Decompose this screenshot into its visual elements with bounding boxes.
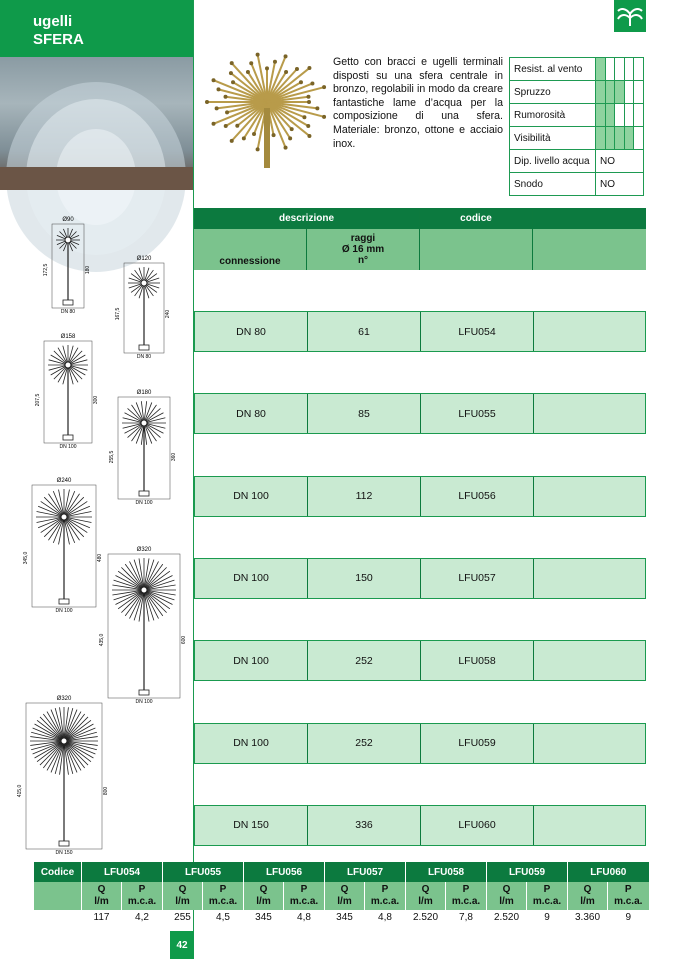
cell-connessione: DN 150	[195, 806, 308, 845]
q-unit: l/m	[175, 896, 190, 907]
cell-codice: LFU058	[421, 641, 534, 680]
drawing-height-1: 345,0	[23, 551, 29, 565]
rating-bar-segment	[634, 127, 644, 150]
cell-raggi: 112	[308, 477, 421, 516]
cell-raggi: 252	[308, 641, 421, 680]
flow-code: LFU057	[325, 862, 406, 882]
p-label: P	[624, 884, 632, 895]
flow-q-value: 345	[244, 910, 284, 924]
p-unit: m.c.a.	[451, 896, 481, 907]
drawing-hub	[61, 738, 67, 744]
flow-p-header	[608, 882, 649, 910]
drawing-height-2: 800	[103, 786, 109, 796]
rating-bar-segment	[634, 58, 644, 81]
nozzle-tip	[284, 146, 288, 150]
q-label: Q	[502, 884, 511, 895]
nozzle-tip	[265, 66, 269, 70]
cell-empty	[534, 394, 647, 433]
nozzle-tip	[212, 78, 216, 82]
p-label: P	[300, 884, 308, 895]
rating-bar-segment	[605, 127, 615, 150]
rating-bar-segment	[615, 104, 625, 127]
drawing-height-2: 240	[165, 309, 171, 319]
cell-empty	[534, 806, 647, 845]
flow-p-value: 9	[527, 910, 568, 924]
nozzle-tip	[225, 110, 229, 114]
q-unit: l/m	[499, 896, 514, 907]
cell-codice: LFU060	[421, 806, 534, 845]
flow-p-header	[527, 882, 568, 910]
header-codice: codice	[420, 208, 533, 229]
header-empty	[533, 208, 646, 229]
drawing-ray	[118, 571, 144, 590]
cell-empty	[534, 312, 647, 351]
product-description: Getto con bracci e ugelli terminali disposti su una sfera centrale in bronzo, regolabili in modo da creare fantastiche lame d’acqua per la composizione di una sfera. Materiale: bronzo, ottone e acciaio inox.	[333, 56, 503, 150]
nozzle-tip	[306, 95, 310, 99]
rating-bar-segment	[624, 58, 634, 81]
nozzle-tip	[306, 124, 310, 128]
flow-q-header	[244, 882, 284, 910]
nozzle-tip	[205, 100, 209, 104]
nozzle-tip	[224, 95, 228, 99]
drawing-connection: DN 100	[135, 699, 153, 705]
cell-codice: LFU059	[421, 724, 534, 763]
flow-q-value: 2.520	[487, 910, 527, 924]
flow-q-header	[163, 882, 203, 910]
nozzle-tip	[307, 134, 311, 138]
p-unit: m.c.a.	[614, 896, 643, 907]
rating-label: Dip. livello acqua	[510, 150, 596, 173]
flow-p-header	[203, 882, 244, 910]
flow-q-value: 3.360	[568, 910, 608, 924]
drawing-height-2: 300	[93, 395, 99, 405]
drawing-base	[139, 690, 149, 695]
drawing-ray	[125, 590, 144, 616]
nozzle-arm	[232, 102, 267, 141]
flow-code: LFU059	[487, 862, 568, 882]
rating-label: Visibilità	[510, 127, 596, 150]
drawing-connection: DN 100	[135, 500, 153, 506]
cell-raggi: 336	[308, 806, 421, 845]
nozzle-tip	[224, 124, 228, 128]
flow-p-value: 9	[608, 910, 649, 924]
header-descrizione: descrizione	[194, 208, 420, 229]
drawing-ray	[125, 564, 144, 590]
flow-table	[33, 862, 649, 924]
drawing-3	[35, 334, 99, 450]
flow-q-value: 117	[82, 910, 122, 924]
nozzle-tip	[295, 67, 299, 71]
drawing-6	[99, 547, 187, 705]
flow-code: LFU054	[82, 862, 163, 882]
cell-raggi: 252	[308, 724, 421, 763]
nozzle-tip	[290, 127, 294, 131]
drawing-1	[43, 217, 91, 315]
drawing-diameter: Ø320	[56, 696, 72, 702]
flow-p-header	[284, 882, 325, 910]
drawing-height-2: 360	[171, 452, 177, 462]
nozzle-tip	[215, 106, 219, 110]
nozzle-tip	[288, 136, 292, 140]
drawing-connection: DN 80	[60, 309, 76, 315]
flow-values-row	[34, 910, 649, 924]
rating-value: NO	[596, 173, 644, 196]
nozzle-tip	[310, 81, 314, 85]
nozzle-tip	[242, 136, 246, 140]
nozzle-stem	[264, 108, 270, 168]
drawing-base	[63, 300, 73, 305]
flow-p-header	[365, 882, 406, 910]
drawing-ray	[144, 571, 170, 590]
nozzle-arm	[267, 69, 297, 102]
p-label: P	[462, 884, 470, 895]
rating-bar-segment	[624, 127, 634, 150]
ratings-table	[509, 57, 644, 196]
rating-value: NO	[596, 150, 644, 173]
flow-p-header	[446, 882, 487, 910]
cell-codice: LFU054	[421, 312, 534, 351]
nozzle-tip	[302, 115, 306, 119]
cell-empty	[534, 559, 647, 598]
flow-code: LFU056	[244, 862, 325, 882]
product-row	[194, 476, 646, 517]
nozzle-tip	[256, 147, 260, 151]
product-row	[194, 805, 646, 846]
rating-row	[510, 150, 644, 173]
drawing-2	[115, 256, 171, 360]
cell-connessione: DN 100	[195, 477, 308, 516]
drawing-base	[139, 491, 149, 496]
col-empty	[533, 229, 646, 270]
rating-label: Spruzzo	[510, 81, 596, 104]
drawing-ray	[144, 564, 163, 590]
rating-label: Resist. al vento	[510, 58, 596, 81]
rating-row	[510, 104, 644, 127]
rating-bar-segment	[624, 81, 634, 104]
drawing-height-2: 480	[97, 553, 103, 563]
flow-code: LFU060	[568, 862, 649, 882]
technical-drawings	[17, 205, 192, 856]
title-line1: ugelli	[33, 13, 73, 30]
p-unit: m.c.a.	[289, 896, 319, 907]
cell-connessione: DN 100	[195, 641, 308, 680]
flow-q-value: 2.520	[406, 910, 446, 924]
flow-code: LFU058	[406, 862, 487, 882]
nozzle-tip	[307, 100, 311, 104]
page-number: 42	[170, 931, 194, 959]
drawing-diameter: Ø240	[56, 478, 72, 484]
p-unit: m.c.a.	[208, 896, 238, 907]
nozzle-tip	[246, 70, 250, 74]
nozzle-tip	[229, 71, 233, 75]
cell-empty	[534, 724, 647, 763]
nozzle-tip	[256, 53, 260, 57]
nozzle-tip	[249, 61, 253, 65]
flow-q-header	[82, 882, 122, 910]
col-connessione: connessione	[194, 229, 307, 270]
drawing-diameter: Ø120	[136, 256, 152, 262]
product-row	[194, 723, 646, 764]
drawing-diameter: Ø158	[60, 334, 76, 340]
rating-row	[510, 81, 644, 104]
rating-label: Rumorosità	[510, 104, 596, 127]
p-label: P	[381, 884, 389, 895]
flow-q-header	[487, 882, 527, 910]
rating-bar-segment	[634, 104, 644, 127]
table-column-header	[194, 229, 646, 270]
drawing-base	[63, 435, 73, 440]
p-unit: m.c.a.	[127, 896, 157, 907]
q-label: Q	[583, 884, 592, 895]
drawing-connection: DN 100	[59, 444, 77, 450]
drawing-7	[17, 696, 109, 856]
rating-bar-segment	[596, 81, 606, 104]
q-label: Q	[178, 884, 187, 895]
col-raggi-l3: n°	[357, 255, 369, 266]
rating-row	[510, 127, 644, 150]
cell-codice: LFU055	[421, 394, 534, 433]
flow-p-value: 4,8	[284, 910, 325, 924]
nozzle-tip	[322, 85, 326, 89]
drawing-diameter: Ø90	[62, 217, 74, 223]
drawing-connection: DN 150	[55, 850, 73, 856]
rating-bar-segment	[624, 104, 634, 127]
drawing-5	[23, 478, 103, 614]
cell-codice: LFU057	[421, 559, 534, 598]
flow-header-blank	[34, 882, 82, 910]
cell-raggi: 61	[308, 312, 421, 351]
flow-p-value: 4,2	[122, 910, 163, 924]
drawing-height-1: 435,0	[99, 633, 105, 647]
cell-connessione: DN 80	[195, 394, 308, 433]
rating-bar-segment	[615, 127, 625, 150]
p-unit: m.c.a.	[532, 896, 562, 907]
flow-q-value: 345	[325, 910, 365, 924]
flow-p-value: 4,5	[203, 910, 244, 924]
fountain-photo	[0, 57, 193, 190]
nozzle-tip	[231, 80, 235, 84]
nozzle-tip	[299, 80, 303, 84]
cell-codice: LFU056	[421, 477, 534, 516]
title-line2: SFERA	[33, 31, 84, 48]
nozzle-tip	[252, 132, 256, 136]
drawing-diameter: Ø320	[136, 547, 152, 553]
cell-empty	[534, 641, 647, 680]
rating-bar-segment	[634, 81, 644, 104]
flow-q-header	[325, 882, 365, 910]
rating-row	[510, 58, 644, 81]
cell-connessione: DN 100	[195, 724, 308, 763]
drawing-height-2: 180	[85, 265, 91, 275]
drawing-hub	[141, 587, 147, 593]
rating-bar-segment	[615, 81, 625, 104]
nozzle-tip	[307, 66, 311, 70]
col-codice	[420, 229, 533, 270]
q-label: Q	[340, 884, 349, 895]
q-unit: l/m	[256, 896, 271, 907]
q-label: Q	[421, 884, 430, 895]
product-row	[194, 640, 646, 681]
cell-empty	[534, 477, 647, 516]
drawing-hub	[141, 420, 147, 426]
cell-connessione: DN 80	[195, 312, 308, 351]
q-label: Q	[259, 884, 268, 895]
rating-label: Snodo	[510, 173, 596, 196]
table-group-header	[194, 208, 646, 229]
brand-logo	[614, 0, 646, 32]
drawing-ray	[144, 590, 163, 616]
rating-bar-segment	[596, 58, 606, 81]
p-unit: m.c.a.	[370, 896, 400, 907]
drawing-ray	[118, 590, 144, 609]
drawing-height-1: 207,5	[35, 393, 41, 407]
drawing-base	[59, 841, 69, 846]
product-row	[194, 393, 646, 434]
col-raggi	[307, 229, 420, 270]
cell-connessione: DN 100	[195, 559, 308, 598]
nozzle-tip	[212, 122, 216, 126]
drawing-base	[139, 345, 149, 350]
nozzle-tip	[216, 87, 220, 91]
product-row	[194, 311, 646, 352]
rating-bar-segment	[605, 58, 615, 81]
nozzle-tip	[322, 115, 326, 119]
product-row	[194, 558, 646, 599]
nozzle-tip	[230, 61, 234, 65]
q-unit: l/m	[337, 896, 352, 907]
flow-values-blank	[34, 910, 82, 924]
cell-raggi: 150	[308, 559, 421, 598]
rating-bar-segment	[605, 81, 615, 104]
nozzle-tip	[273, 60, 277, 64]
rating-row	[510, 173, 644, 196]
q-unit: l/m	[580, 896, 595, 907]
flow-label: Codice	[34, 862, 82, 882]
p-label: P	[219, 884, 227, 895]
flow-header-codes	[34, 862, 649, 882]
nozzle-tip	[284, 70, 288, 74]
drawing-4	[109, 390, 177, 506]
nozzle-tip	[315, 106, 319, 110]
drawing-diameter: Ø180	[136, 390, 152, 396]
drawing-ray	[144, 590, 170, 609]
drawing-hub	[65, 362, 71, 368]
col-raggi-l2: Ø 16 mm	[341, 244, 385, 255]
cell-raggi: 85	[308, 394, 421, 433]
drawing-hub	[65, 237, 71, 243]
drawing-hub	[61, 514, 67, 520]
drawing-height-1: 255,5	[109, 450, 115, 464]
drawing-base	[59, 599, 69, 604]
drawing-height-1: 167,5	[115, 307, 121, 321]
nozzle-tip	[272, 133, 276, 137]
section-title	[0, 0, 193, 57]
q-unit: l/m	[94, 896, 109, 907]
rating-bar-segment	[615, 58, 625, 81]
flow-q-value: 255	[163, 910, 203, 924]
flow-q-header	[406, 882, 446, 910]
rating-bar-segment	[605, 104, 615, 127]
drawing-height-2: 600	[181, 635, 187, 645]
rating-bar-segment	[596, 127, 606, 150]
q-unit: l/m	[418, 896, 433, 907]
flow-code: LFU055	[163, 862, 244, 882]
nozzle-image	[207, 50, 327, 170]
nozzle-arm	[232, 63, 267, 102]
flow-header-units	[34, 882, 649, 910]
flow-q-header	[568, 882, 608, 910]
p-label: P	[138, 884, 146, 895]
flow-p-value: 7,8	[446, 910, 487, 924]
p-label: P	[543, 884, 551, 895]
drawing-hub	[141, 280, 147, 286]
flow-p-header	[122, 882, 163, 910]
drawing-connection: DN 80	[136, 354, 152, 360]
nozzle-tip	[284, 54, 288, 58]
rating-bar-segment	[596, 104, 606, 127]
drawing-connection: DN 100	[55, 608, 73, 614]
col-raggi-l1: raggi	[350, 233, 376, 244]
nozzle-tip	[235, 124, 239, 128]
drawing-height-1: 415,0	[17, 784, 23, 798]
nozzle-tip	[230, 139, 234, 143]
q-label: Q	[97, 884, 106, 895]
drawing-height-1: 172,5	[43, 263, 49, 277]
flow-p-value: 4,8	[365, 910, 406, 924]
